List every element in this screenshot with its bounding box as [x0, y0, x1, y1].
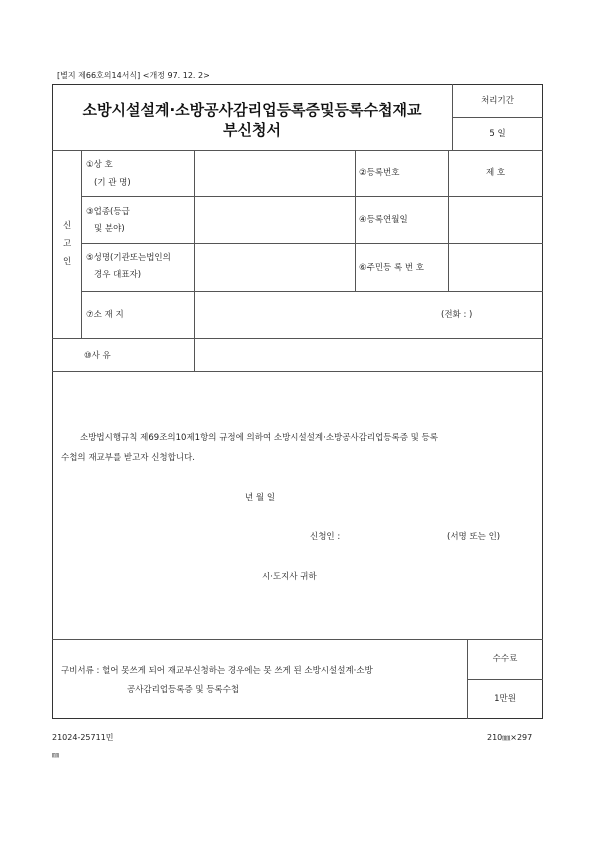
statement-line-1: 소방법시행규칙 제69조의10제1항의 규정에 의하여 소방시설설계·소방공사감리업등록증 및 등록 — [80, 433, 438, 443]
fee-label: 수수료 — [492, 654, 518, 664]
business-type-sublabel: 및 분야) — [94, 224, 125, 234]
address-label: ⑦소 재 지 — [86, 310, 124, 320]
attachments-line-1: 구비서류 : 헐어 못쓰게 되어 재교부신청하는 경우에는 못 쓰게 된 소방시설설계·소방 — [61, 666, 373, 676]
applicant-col-line — [81, 150, 82, 338]
form-title-line2: 부신청서 — [223, 121, 281, 139]
attachments-line-2: 공사감리업등록증 및 등록수첩 — [127, 685, 240, 695]
processing-period-value: 5 일 — [489, 129, 506, 139]
mid-col-line — [355, 150, 356, 291]
resident-number-label: ⑥주민등 록 번 호 — [359, 263, 424, 273]
reg-number-label: ②등록번호 — [359, 168, 400, 178]
processing-box-mid-line — [452, 117, 543, 118]
form-header-note: [별지 제66호의14서식] <개정 97. 12. 2> — [57, 71, 210, 80]
fee-mid-line — [467, 679, 543, 680]
reason-label: ⑩사 유 — [84, 351, 111, 361]
footer-form-code: 21024-25711민 — [52, 733, 114, 742]
trade-name-sublabel: (기 관 명) — [94, 178, 131, 188]
address-phone-label: (전화 : ) — [441, 310, 473, 320]
processing-period-label: 처리기간 — [481, 96, 514, 106]
footer-paper-size: 210㎜×297 — [487, 733, 533, 742]
applicant-sign-field[interactable] — [352, 528, 442, 544]
trade-name-field[interactable] — [195, 151, 354, 195]
form-title-line1: 소방시설설계·소방공사감리업등록증및등록수첩재교 — [82, 101, 422, 119]
trade-name-label: ①상 호 — [86, 160, 113, 170]
reg-date-label: ④등록연월일 — [359, 215, 408, 225]
name-field[interactable] — [195, 244, 354, 290]
applicant-label-char-1: 신 — [63, 221, 72, 231]
applicant-label-char-3: 인 — [63, 257, 72, 267]
date-line: 년 월 일 — [245, 493, 276, 503]
row-line-5 — [52, 371, 543, 372]
name-sublabel: 경우 대표자) — [94, 270, 142, 280]
reason-field[interactable] — [195, 339, 542, 370]
address-field[interactable] — [195, 292, 542, 337]
business-type-label: ③업종(등급 — [86, 207, 130, 217]
footer-unit: ㎜ — [52, 751, 59, 759]
reg-number-field[interactable]: 제 호 — [485, 168, 506, 178]
addressee: 시·도지사 귀하 — [262, 572, 317, 582]
statement-line-2: 수첩의 재교부를 받고자 신청합니다. — [61, 453, 195, 463]
name-label: ⑤성명(기관또는법인의 — [86, 253, 171, 263]
business-type-field[interactable] — [195, 197, 354, 242]
fee-value: 1만원 — [494, 694, 516, 704]
resident-number-field[interactable] — [449, 244, 542, 290]
applicant-sign-label: 신청인 : — [310, 532, 341, 542]
reg-date-field[interactable] — [449, 197, 542, 242]
applicant-sign-note: (서명 또는 인) — [447, 532, 501, 542]
row-line-6 — [52, 639, 543, 640]
applicant-label-char-2: 고 — [63, 239, 72, 249]
